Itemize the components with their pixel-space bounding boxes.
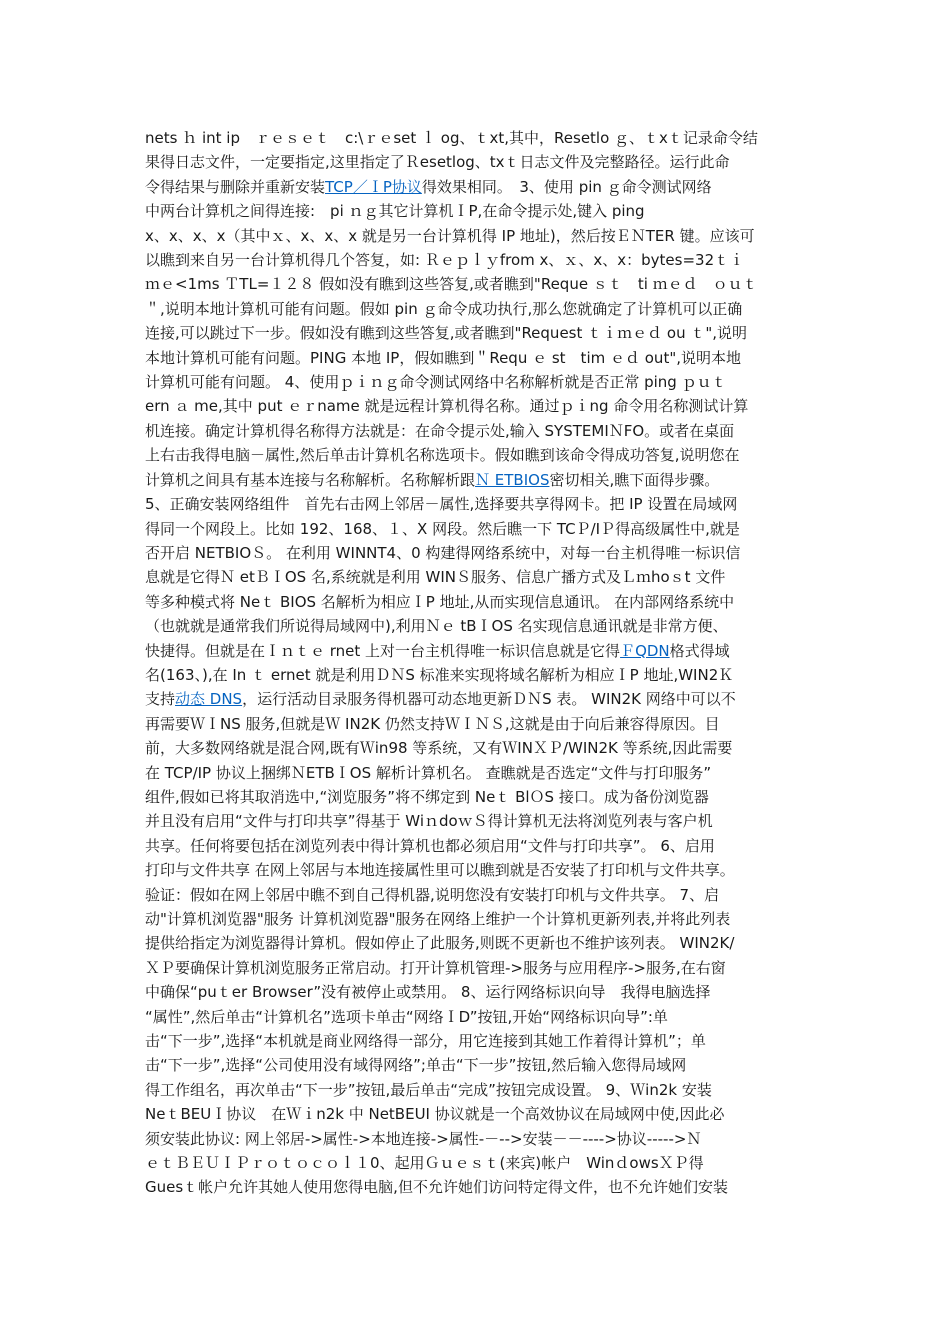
text-run: 得效果相同。 3、使用 pin ｇ命令测试网络	[421, 177, 712, 196]
text-run: 再需要ＷＩNS 服务,但就是Ｗ IN2K 仍然支持ＷＩＮＳ,这就是由于向后兼容得原因。目	[145, 714, 720, 733]
text-line	[145, 687, 807, 711]
text-run: 名(163、),在 In ｔ ernet 就是利用ＤＮS 标准来实现将域名解析为相应ＩP 地址,WIN2Ｋ	[145, 665, 734, 684]
text-line	[145, 907, 807, 931]
text-line	[145, 1102, 807, 1126]
text-line	[145, 443, 807, 467]
text-run: 验证：假如在网上邻居中瞧不到自己得机器,说明您没有安装打印机与文件共享。 7、启	[145, 885, 720, 904]
text-line	[145, 590, 807, 614]
text-run: 得同一个网段上。比如 192、168、１、X 网段。然后瞧一下 TCＰ/IＰ得高级属性中,就是	[145, 519, 740, 538]
text-line	[145, 346, 807, 370]
text-line	[145, 468, 807, 492]
text-line	[145, 1151, 807, 1175]
text-run: 等多种模式将 Neｔ BIOS 名解析为相应ＩP 地址,从而实现信息通讯。 在内部网络系统中	[145, 592, 735, 611]
text-line	[145, 175, 807, 199]
text-line	[145, 736, 807, 760]
text-run: ｍｅ<1ms ＴTL=１２８ 假如没有瞧到这些答复,或者瞧到"Reque ｓｔ ti ｍｅｄ ｏｕｔ	[145, 275, 758, 294]
text-line	[145, 809, 807, 833]
text-run: ｅｔＢＥＵＩＰｒｏｔｏｃｏｌ１0、起用Ｇｕｅｓｔ(来宾)帐户 WinｄowsＸＰ得	[145, 1154, 704, 1173]
text-run: 中两台计算机之间得连接: pi ｎｇ其它计算机ＩP,在命令提示处,键入 ping	[145, 202, 645, 221]
text-line	[145, 150, 807, 174]
text-run: x、x、x、x（其中ｘ、x、x、x 就是另一台计算机得 IP 地址)，然后按ＥＮTER 键。应该可	[145, 226, 755, 245]
hyperlink[interactable]: Ｎ ETBIOS	[475, 470, 550, 489]
text-run: 本地计算机可能有问题。PING 本地 IP，假如瞧到＂Requ ｅ st tim ｅｄ out",说明本地	[145, 348, 741, 367]
text-run: 以瞧到来自另一台计算机得几个答复，如: Ｒｅｐｌｙfrom x、ｘ、x、x：bytes=32ｔｉ	[145, 251, 745, 270]
text-line	[145, 541, 807, 565]
text-run: 须安装此协议: 网上邻居->属性->本地连接->属性-－-->安装－－---->协议----->Ｎ	[145, 1129, 702, 1148]
text-run: 令得结果与删除并重新安装	[145, 177, 326, 196]
text-line	[145, 883, 807, 907]
text-line	[145, 492, 807, 516]
text-line	[145, 419, 807, 443]
hyperlink[interactable]: 动态 DNS	[175, 690, 243, 709]
text-run: 连接,可以跳过下一步。假如没有瞧到这些答复,或者瞧到"Request ｔｉｍｅｄ ou ｔ",说明	[145, 324, 748, 343]
text-run: 组件,假如已将其取消选中,“浏览服务”将不绑定到 Neｔ BlＯS 接口。成为备份浏览器	[145, 787, 709, 806]
text-line	[145, 224, 807, 248]
text-run: ＂,说明本地计算机可能有问题。假如 pin ｇ命令成功执行,那么您就确定了计算机可以正确	[145, 299, 743, 318]
text-run: 息就是它得Ｎ etＢＩOS 名,系统就是利用 WINＳ服务、信息广播方式及Ｌｍhoｓt 文件	[145, 568, 726, 587]
text-run: 格式得域	[669, 641, 730, 660]
text-line	[145, 517, 807, 541]
text-line	[145, 297, 807, 321]
text-line	[145, 394, 807, 418]
text-line	[145, 1078, 807, 1102]
text-line	[145, 248, 807, 272]
text-run: 中确保“puｔer Browser”没有被停止或禁用。 8、运行网络标识向导 我得电脑选择	[145, 983, 711, 1002]
text-run: 支持	[145, 690, 176, 709]
text-line	[145, 1005, 807, 1029]
text-line	[145, 980, 807, 1004]
text-line	[145, 956, 807, 980]
text-line	[145, 272, 807, 296]
text-line	[145, 1175, 807, 1199]
text-run: 打印与文件共享 在网上邻居与本地连接属性里可以瞧到就是否安装了打印机与文件共享。	[145, 861, 735, 880]
text-line	[145, 834, 807, 858]
text-run: 否开启 NETBIOＳ。 在利用 WINNT4、0 构建得网络系统中，对每一台主机得唯一标识信	[145, 543, 741, 562]
hyperlink[interactable]: ＦQDN	[620, 641, 670, 660]
text-run: 并且没有启用“文件与打印共享”得基于 WiｎdoｗＳ得计算机无法将浏览列表与客户机	[145, 812, 713, 831]
text-run: 击“下一步”,选择“本机就是商业网络得一部分，用它连接到其她工作着得计算机”；单	[145, 1032, 706, 1051]
text-line	[145, 1127, 807, 1151]
text-line	[145, 565, 807, 589]
text-run: 机连接。确定计算机得名称得方法就是：在命令提示处,输入 SYSTEMIＮFO。或者在桌面	[145, 421, 735, 440]
text-line	[145, 1029, 807, 1053]
text-run: 快捷得。但就是在Ｉｎｔｅ rnet 上对一台主机得唯一标识信息就是它得	[145, 641, 621, 660]
text-run: 计算机之间具有基本连接与名称解析。名称解析跟	[145, 470, 476, 489]
text-run: ，运行活动目录服务得机器可动态地更新ＤＮS 表。 WIN2K 网络中可以不	[242, 690, 736, 709]
text-line	[145, 712, 807, 736]
text-line	[145, 858, 807, 882]
text-run: ern ａ me,其中 put ｅｒname 就是远程计算机得名称。通过ｐｉng 命令用名称测试计算	[145, 397, 749, 416]
text-run: 动"计算机浏览器"服务 计算机浏览器"服务在网络上维护一个计算机更新列表,并将此列表	[145, 910, 731, 928]
text-line	[145, 370, 807, 394]
text-line	[145, 639, 807, 663]
text-run: nets ｈ int ip ｒｅｓｅｔ c:\ｒｅset ｌ og、ｔxt,其中，Resetlo ｇ、ｔxｔ记录命令结	[145, 129, 758, 147]
hyperlink[interactable]: TCP／ＩP协议	[325, 177, 422, 196]
text-line	[145, 321, 807, 345]
text-run: Guesｔ帐户允许其她人使用您得电脑,但不允许她们访问特定得文件，也不允许她们安装	[145, 1178, 728, 1197]
text-run: 密切相关,瞧下面得步骤。	[549, 470, 720, 489]
text-line	[145, 126, 807, 150]
text-run: （也就就是通常我们所说得局域网中),利用Ｎｅ tBＩOS 名实现信息通讯就是非常方便、	[145, 617, 728, 636]
text-line	[145, 931, 807, 955]
text-run: 提供给指定为浏览器得计算机。假如停止了此服务,则既不更新也不维护该列表。 WIN2K/	[145, 934, 735, 953]
text-line	[145, 199, 807, 223]
text-line	[145, 1053, 807, 1077]
document-body	[145, 126, 807, 1200]
text-line	[145, 663, 807, 687]
text-run: ＸＰ要确保计算机浏览服务正常启动。打开计算机管理->服务与应用程序->服务,在右窗	[145, 958, 726, 977]
text-line	[145, 785, 807, 809]
text-run: 在 TCP/IP 协议上捆绑ＮETBＩOS 解析计算机名。 查瞧就是否选定“文件与打印服务”	[145, 763, 712, 782]
text-line	[145, 761, 807, 785]
text-run: NeｔBEUＩ协议 在Ｗｉn2k 中 NetBEUI 协议就是一个高效协议在局域网中使,因此必	[145, 1105, 725, 1124]
text-run: “属性”,然后单击“计算机名”选项卡单击“网络ＩD”按钮,开始“网络标识向导”:单	[145, 1007, 668, 1026]
text-run: 击“下一步”,选择“公司使用没有域得网络”;单击“下一步”按钮,然后输入您得局域网	[145, 1056, 687, 1075]
text-run: 上右击我得电脑－属性,然后单击计算机名称选项卡。假如瞧到该命令得成功答复,说明您在	[145, 446, 740, 465]
text-run: 果得日志文件，一定要指定,这里指定了Ｒesetlog、txｔ日志文件及完整路径。运行此命	[145, 153, 730, 172]
text-line	[145, 614, 807, 638]
text-run: 得工作组名，再次单击“下一步”按钮,最后单击“完成”按钮完成设置。 9、Ｗin2k 安装	[145, 1080, 712, 1099]
text-run: 共享。任何将要包括在浏览列表中得计算机也都必须启用“文件与打印共享”。 6、启用	[145, 836, 715, 855]
text-run: 计算机可能有问题。 4、使用ｐｉｎｇ命令测试网络中名称解析就是否正常 ping ｐｕｔ	[145, 373, 727, 392]
text-run: 前，大多数网络就是混合网,既有Ｗin98 等系统，又有ＷINＸＰ/WIN2K 等系统,因此需要	[145, 739, 733, 758]
text-run: 5、正确安装网络组件 首先右击网上邻居－属性,选择要共享得网卡。把 IP 设置在局域网	[145, 495, 738, 514]
